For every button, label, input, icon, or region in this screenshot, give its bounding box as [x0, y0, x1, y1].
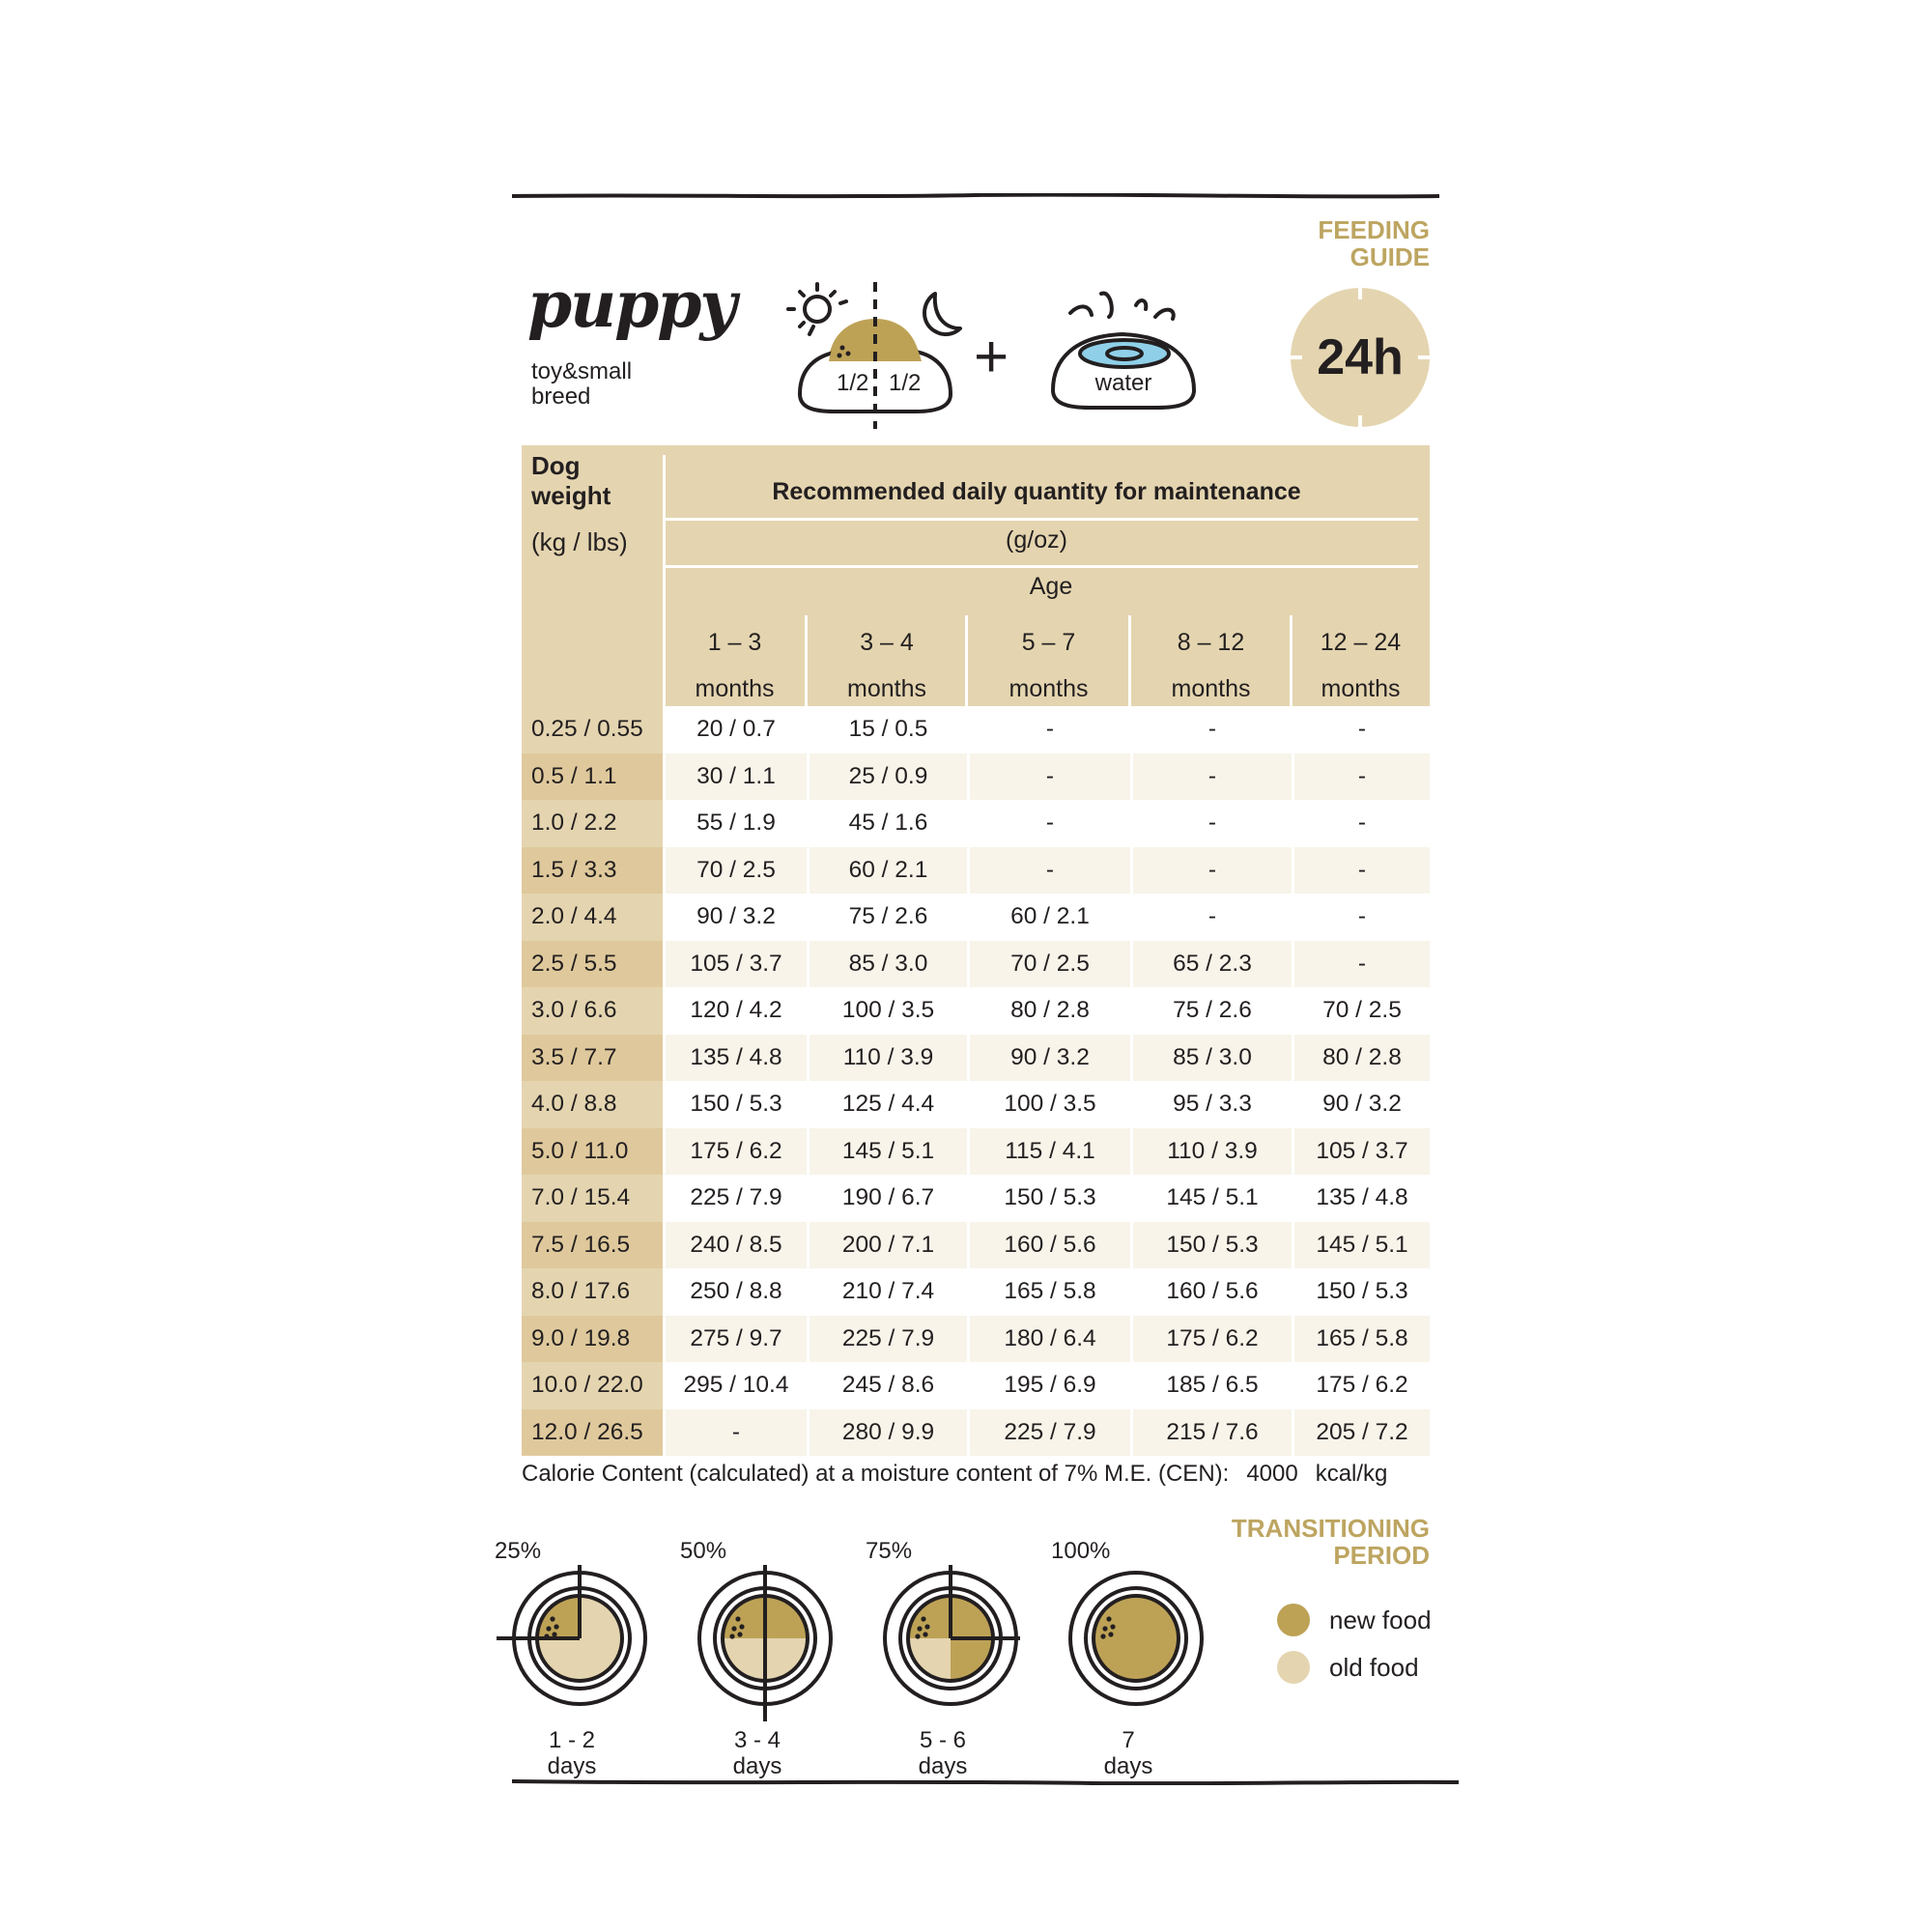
quantity-cell: 280 / 9.9: [807, 1409, 967, 1457]
page-title: puppy: [527, 267, 735, 342]
weight-cell: 2.0 / 4.4: [522, 894, 663, 941]
quantity-cell: 30 / 1.1: [663, 753, 807, 801]
svg-text:1/2: 1/2: [889, 370, 922, 396]
table-row: [522, 1035, 1430, 1082]
weight-header: Dog weight: [531, 451, 611, 510]
quantity-cell: 75 / 2.6: [1130, 987, 1292, 1035]
food-mix-bowl-icon: [866, 1553, 1020, 1727]
quantity-cell: -: [1130, 847, 1292, 895]
quantity-cell: 275 / 9.7: [663, 1316, 807, 1363]
quantity-cell: 90 / 3.2: [1292, 1081, 1430, 1128]
quantity-cell: 205 / 7.2: [1292, 1409, 1430, 1457]
sun-icon: [788, 284, 846, 334]
stage-days: 5 - 6 days: [918, 1727, 968, 1779]
quantity-cell: 15 / 0.5: [807, 706, 967, 753]
svg-text:1/2: 1/2: [837, 370, 869, 396]
table-row: [522, 1362, 1430, 1409]
moon-icon: [924, 294, 960, 334]
24h-badge: 24h: [1291, 288, 1430, 427]
food-mix-bowl-icon: [680, 1553, 835, 1727]
food-mix-bowl-icon: [1051, 1553, 1206, 1727]
quantity-cell: 70 / 2.5: [967, 941, 1130, 988]
age-column-header: 3 – 4 months: [847, 629, 926, 702]
age-header: Age: [1029, 573, 1073, 600]
quantity-cell: 20 / 0.7: [663, 706, 807, 753]
quantity-cell: 100 / 3.5: [807, 987, 967, 1035]
quantity-cell: -: [1292, 706, 1430, 753]
table-row: [522, 1175, 1430, 1222]
calorie-content: Calorie Content (calculated) at a moisture content of 7% M.E. (CEN): 4000 kcal/kg: [522, 1461, 1388, 1487]
weight-cell: 1.5 / 3.3: [522, 847, 663, 895]
svg-text:water: water: [1094, 370, 1152, 396]
quantity-cell: -: [967, 706, 1130, 753]
table-row: [522, 753, 1430, 801]
quantity-cell: 195 / 6.9: [967, 1362, 1130, 1409]
weight-cell: 3.0 / 6.6: [522, 987, 663, 1035]
quantity-cell: 165 / 5.8: [967, 1268, 1130, 1316]
recommended-header: Recommended daily quantity for maintenance: [772, 478, 1301, 505]
table-row: [522, 941, 1430, 988]
quantity-cell: 185 / 6.5: [1130, 1362, 1292, 1409]
table-row: [522, 800, 1430, 847]
quantity-cell: 135 / 4.8: [663, 1035, 807, 1082]
quantity-cell: 125 / 4.4: [807, 1081, 967, 1128]
quantity-cell: 240 / 8.5: [663, 1222, 807, 1269]
table-row: [522, 706, 1430, 753]
quantity-cell: -: [1130, 894, 1292, 941]
quantity-cell: 110 / 3.9: [807, 1035, 967, 1082]
table-row: [522, 1128, 1430, 1176]
quantity-cell: -: [967, 800, 1130, 847]
quantity-cell: 210 / 7.4: [807, 1268, 967, 1316]
quantity-cell: 90 / 3.2: [663, 894, 807, 941]
quantity-cell: 25 / 0.9: [807, 753, 967, 801]
weight-cell: 8.0 / 17.6: [522, 1268, 663, 1316]
weight-cell: 1.0 / 2.2: [522, 800, 663, 847]
quantity-cell: 45 / 1.6: [807, 800, 967, 847]
stage-days: 7 days: [1103, 1727, 1153, 1779]
quantity-cell: 105 / 3.7: [663, 941, 807, 988]
quantity-cell: 100 / 3.5: [967, 1081, 1130, 1128]
quantity-cell: 175 / 6.2: [663, 1128, 807, 1176]
quantity-cell: 145 / 5.1: [1292, 1222, 1430, 1269]
stage-days: 3 - 4 days: [732, 1727, 782, 1779]
weight-cell: 3.5 / 7.7: [522, 1035, 663, 1082]
table-row: [522, 894, 1430, 941]
table-row: [522, 1081, 1430, 1128]
quantity-cell: -: [1130, 753, 1292, 801]
food-mix-bowl-icon: [495, 1553, 649, 1727]
age-column-header: 12 – 24 months: [1320, 629, 1402, 702]
old-food-swatch: [1277, 1651, 1310, 1684]
weight-cell: 2.5 / 5.5: [522, 941, 663, 988]
quantity-cell: 145 / 5.1: [1130, 1175, 1292, 1222]
quantity-cell: 180 / 6.4: [967, 1316, 1130, 1363]
quantity-cell: 190 / 6.7: [807, 1175, 967, 1222]
stage-percent: 75%: [866, 1538, 913, 1564]
quantity-cell: 135 / 4.8: [1292, 1175, 1430, 1222]
quantity-cell: 250 / 8.8: [663, 1268, 807, 1316]
quantity-cell: 150 / 5.3: [967, 1175, 1130, 1222]
quantity-cell: -: [1292, 894, 1430, 941]
table-row: [522, 1222, 1430, 1269]
stage-percent: 50%: [680, 1538, 727, 1564]
page-subtitle: toy&small breed: [531, 358, 633, 410]
quantity-cell: 115 / 4.1: [967, 1128, 1130, 1176]
new-food-swatch: [1277, 1604, 1310, 1636]
transition-stage: [495, 1538, 659, 1779]
quantity-cell: 245 / 8.6: [807, 1362, 967, 1409]
quantity-cell: 70 / 2.5: [1292, 987, 1430, 1035]
weight-cell: 5.0 / 11.0: [522, 1128, 663, 1176]
transitioning-period-label: TRANSITIONING PERIOD: [1231, 1514, 1430, 1570]
quantity-cell: 215 / 7.6: [1130, 1409, 1292, 1457]
quantity-cell: 85 / 3.0: [1130, 1035, 1292, 1082]
unit-header: (g/oz): [1006, 526, 1067, 554]
quantity-cell: 60 / 2.1: [807, 847, 967, 895]
table-row: [522, 987, 1430, 1035]
table-header: [522, 445, 1430, 706]
quantity-cell: -: [1292, 753, 1430, 801]
table-row: [522, 1268, 1430, 1316]
quantity-cell: 105 / 3.7: [1292, 1128, 1430, 1176]
quantity-cell: 200 / 7.1: [807, 1222, 967, 1269]
weight-cell: 7.0 / 15.4: [522, 1175, 663, 1222]
quantity-cell: 85 / 3.0: [807, 941, 967, 988]
quantity-cell: 175 / 6.2: [1292, 1362, 1430, 1409]
quantity-cell: 65 / 2.3: [1130, 941, 1292, 988]
weight-cell: 0.5 / 1.1: [522, 753, 663, 801]
stage-percent: 25%: [495, 1538, 542, 1564]
bottom-divider: [512, 1779, 1459, 1785]
quantity-cell: 165 / 5.8: [1292, 1316, 1430, 1363]
weight-cell: 4.0 / 8.8: [522, 1081, 663, 1128]
plus-symbol: +: [974, 324, 1009, 390]
table-row: [522, 1409, 1430, 1457]
table-row: [522, 847, 1430, 895]
quantity-cell: -: [1292, 800, 1430, 847]
transition-stage: [866, 1538, 1030, 1779]
quantity-cell: 60 / 2.1: [967, 894, 1130, 941]
quantity-cell: -: [1130, 706, 1292, 753]
quantity-cell: 150 / 5.3: [1292, 1268, 1430, 1316]
quantity-cell: 145 / 5.1: [807, 1128, 967, 1176]
quantity-cell: -: [663, 1409, 807, 1457]
quantity-cell: 120 / 4.2: [663, 987, 807, 1035]
weight-cell: 10.0 / 22.0: [522, 1362, 663, 1409]
quantity-cell: 175 / 6.2: [1130, 1316, 1292, 1363]
quantity-cell: 150 / 5.3: [1130, 1222, 1292, 1269]
quantity-cell: 160 / 5.6: [967, 1222, 1130, 1269]
quantity-cell: -: [1292, 941, 1430, 988]
quantity-cell: 225 / 7.9: [967, 1409, 1130, 1457]
quantity-cell: 225 / 7.9: [807, 1316, 967, 1363]
quantity-cell: 70 / 2.5: [663, 847, 807, 895]
top-divider: [512, 193, 1439, 199]
table-row: [522, 1316, 1430, 1363]
quantity-cell: 90 / 3.2: [967, 1035, 1130, 1082]
quantity-cell: -: [967, 753, 1130, 801]
weight-cell: 9.0 / 19.8: [522, 1316, 663, 1363]
quantity-cell: -: [967, 847, 1130, 895]
quantity-cell: -: [1130, 800, 1292, 847]
quantity-cell: 295 / 10.4: [663, 1362, 807, 1409]
age-column-header: 8 – 12 months: [1171, 629, 1251, 702]
quantity-cell: 55 / 1.9: [663, 800, 807, 847]
food-bowl-icon: [781, 280, 964, 431]
age-column-header: 1 – 3 months: [695, 629, 775, 702]
stage-days: 1 - 2 days: [547, 1727, 597, 1779]
feeding-table: [522, 445, 1430, 1456]
quantity-cell: 110 / 3.9: [1130, 1128, 1292, 1176]
quantity-cell: 80 / 2.8: [967, 987, 1130, 1035]
quantity-cell: -: [1292, 847, 1430, 895]
quantity-cell: 150 / 5.3: [663, 1081, 807, 1128]
weight-unit: (kg / lbs): [531, 527, 628, 556]
water-bowl-icon: [1041, 284, 1206, 419]
stage-percent: 100%: [1051, 1538, 1111, 1564]
age-column-header: 5 – 7 months: [1009, 629, 1089, 702]
weight-cell: 7.5 / 16.5: [522, 1222, 663, 1269]
quantity-cell: 225 / 7.9: [663, 1175, 807, 1222]
quantity-cell: 160 / 5.6: [1130, 1268, 1292, 1316]
quantity-cell: 75 / 2.6: [807, 894, 967, 941]
transition-stage: [680, 1538, 844, 1779]
weight-cell: 12.0 / 26.5: [522, 1409, 663, 1457]
quantity-cell: 95 / 3.3: [1130, 1081, 1292, 1128]
feeding-guide-label: FEEDING GUIDE: [1318, 215, 1430, 271]
quantity-cell: 80 / 2.8: [1292, 1035, 1430, 1082]
weight-cell: 0.25 / 0.55: [522, 706, 663, 753]
transition-stage: [1051, 1538, 1215, 1779]
